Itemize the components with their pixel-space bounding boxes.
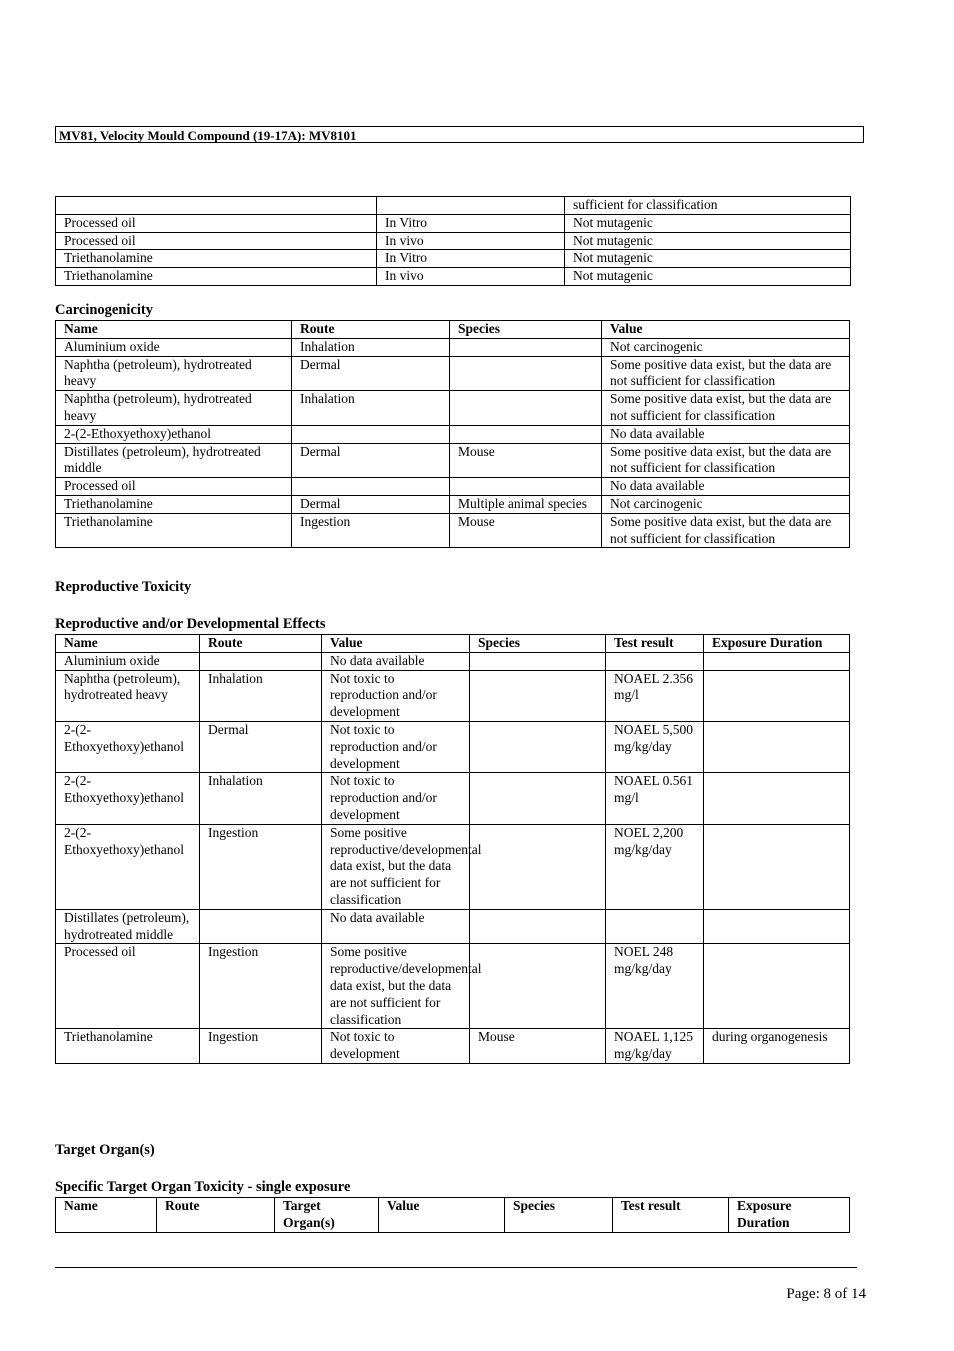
stot-single-column-header: Target Organ(s) [275, 1198, 379, 1233]
repro-dev-cell [704, 652, 850, 670]
carcinogenicity-cell [450, 478, 602, 496]
repro-dev-cell: Not toxic to development [322, 1029, 470, 1064]
stot-single-column-header: Value [379, 1198, 505, 1233]
genotox-cell: In vivo [377, 232, 565, 250]
repro-dev-column-header: Exposure Duration [704, 635, 850, 653]
repro-dev-cell: Distillates (petroleum), hydrotreated middle [56, 909, 200, 944]
repro-dev-row [56, 721, 850, 772]
page-number: Page: 8 of 14 [786, 1286, 866, 1302]
carcinogenicity-cell: Inhalation [292, 391, 450, 426]
carcinogenicity-cell: Naphtha (petroleum), hydrotreated heavy [56, 391, 292, 426]
genotox-cell: Not mutagenic [565, 214, 851, 232]
carcinogenicity-cell: Aluminium oxide [56, 338, 292, 356]
genotox-cell: Processed oil [56, 214, 377, 232]
repro-dev-cell [470, 824, 606, 909]
carcinogenicity-column-header: Route [292, 321, 450, 339]
carcinogenicity-cell [450, 425, 602, 443]
carcinogenicity-cell [292, 478, 450, 496]
genotox-cell: Triethanolamine [56, 268, 377, 286]
carcinogenicity-cell: Not carcinogenic [602, 338, 850, 356]
carcinogenicity-cell [450, 338, 602, 356]
document-header: MV81, Velocity Mould Compound (19-17A): MV8101 [55, 126, 864, 143]
repro-dev-cell: NOEL 248 mg/kg/day [606, 944, 704, 1029]
genotox-cell: Not mutagenic [565, 232, 851, 250]
repro-dev-cell: Not toxic to reproduction and/or development [322, 670, 470, 721]
repro-dev-cell: Not toxic to reproduction and/or development [322, 773, 470, 824]
repro-dev-cell: Dermal [200, 721, 322, 772]
repro-dev-column-header: Name [56, 635, 200, 653]
carcinogenicity-cell: No data available [602, 425, 850, 443]
repro-dev-row [56, 909, 850, 944]
carcinogenicity-cell: Dermal [292, 356, 450, 391]
stot-single-heading: Specific Target Organ Toxicity - single exposure [55, 1179, 351, 1195]
carcinogenicity-cell [292, 425, 450, 443]
genotox-cell: Not mutagenic [565, 268, 851, 286]
repro-dev-cell: Aluminium oxide [56, 652, 200, 670]
repro-dev-cell: Not toxic to reproduction and/or development [322, 721, 470, 772]
stot-single-column-header: Name [56, 1198, 157, 1233]
repro-dev-cell [704, 944, 850, 1029]
carcinogenicity-cell: Mouse [450, 513, 602, 548]
repro-dev-cell: 2-(2-Ethoxyethoxy)ethanol [56, 773, 200, 824]
repro-dev-cell [200, 909, 322, 944]
genotox-cell [56, 197, 377, 215]
genotox-row [56, 250, 851, 268]
repro-dev-column-header: Value [322, 635, 470, 653]
repro-dev-cell: No data available [322, 909, 470, 944]
repro-dev-cell: Some positive reproductive/developmental data exist, but the data are not sufficient for classification [322, 944, 470, 1029]
genotox-cell: Triethanolamine [56, 250, 377, 268]
repro-dev-cell [470, 773, 606, 824]
genotox-cell: Not mutagenic [565, 250, 851, 268]
genotox-cell: In Vitro [377, 214, 565, 232]
carcinogenicity-cell: Ingestion [292, 513, 450, 548]
repro-dev-cell [470, 652, 606, 670]
repro-dev-cell: No data available [322, 652, 470, 670]
carcinogenicity-cell: Processed oil [56, 478, 292, 496]
repro-dev-cell: NOAEL 0.561 mg/l [606, 773, 704, 824]
repro-dev-cell: Processed oil [56, 944, 200, 1029]
carcinogenicity-cell: Dermal [292, 443, 450, 478]
repro-dev-cell [704, 824, 850, 909]
repro-dev-cell [470, 909, 606, 944]
repro-dev-cell [470, 944, 606, 1029]
repro-dev-cell [704, 773, 850, 824]
carcinogenicity-cell: Multiple animal species [450, 495, 602, 513]
genotox-continued-table [55, 196, 851, 286]
genotox-row [56, 214, 851, 232]
repro-dev-row [56, 652, 850, 670]
carcinogenicity-cell [450, 356, 602, 391]
repro-dev-row [56, 824, 850, 909]
repro-dev-cell [470, 670, 606, 721]
repro-dev-cell: NOAEL 5,500 mg/kg/day [606, 721, 704, 772]
repro-dev-cell: NOAEL 2.356 mg/l [606, 670, 704, 721]
repro-dev-cell: Inhalation [200, 773, 322, 824]
genotox-row [56, 232, 851, 250]
repro-dev-cell: Inhalation [200, 670, 322, 721]
genotox-cell: Processed oil [56, 232, 377, 250]
stot-single-table [55, 1197, 850, 1233]
repro-dev-cell: Ingestion [200, 944, 322, 1029]
stot-single-column-header: Test result [613, 1198, 729, 1233]
carcinogenicity-heading: Carcinogenicity [55, 302, 153, 318]
carcinogenicity-table [55, 320, 850, 548]
carcinogenicity-cell: Some positive data exist, but the data are not sufficient for classification [602, 391, 850, 426]
stot-single-column-header: Exposure Duration [729, 1198, 850, 1233]
carcinogenicity-cell: Dermal [292, 495, 450, 513]
repro-dev-cell [606, 909, 704, 944]
genotox-row [56, 268, 851, 286]
repro-dev-column-header: Test result [606, 635, 704, 653]
repro-dev-cell [470, 721, 606, 772]
carcinogenicity-cell: Some positive data exist, but the data are not sufficient for classification [602, 443, 850, 478]
repro-dev-cell: Ingestion [200, 1029, 322, 1064]
carcinogenicity-cell: Some positive data exist, but the data are not sufficient for classification [602, 356, 850, 391]
repro-dev-cell [704, 909, 850, 944]
genotox-cell: In vivo [377, 268, 565, 286]
carcinogenicity-row [56, 478, 850, 496]
carcinogenicity-cell: Distillates (petroleum), hydrotreated middle [56, 443, 292, 478]
genotox-cell: sufficient for classification [565, 197, 851, 215]
repro-dev-cell: Some positive reproductive/developmental data exist, but the data are not sufficient for classification [322, 824, 470, 909]
target-organs-heading: Target Organ(s) [55, 1142, 155, 1158]
repro-dev-cell [200, 652, 322, 670]
repro-dev-cell [606, 652, 704, 670]
repro-dev-cell: NOAEL 1,125 mg/kg/day [606, 1029, 704, 1064]
repro-dev-effects-heading: Reproductive and/or Developmental Effects [55, 616, 326, 632]
repro-dev-cell [704, 721, 850, 772]
stot-single-column-header: Species [505, 1198, 613, 1233]
stot-single-column-header: Route [157, 1198, 275, 1233]
carcinogenicity-row [56, 356, 850, 391]
carcinogenicity-row [56, 513, 850, 548]
repro-dev-effects-table [55, 634, 850, 1064]
carcinogenicity-row [56, 338, 850, 356]
repro-dev-cell: Mouse [470, 1029, 606, 1064]
carcinogenicity-row [56, 425, 850, 443]
genotox-cell: In Vitro [377, 250, 565, 268]
carcinogenicity-row [56, 443, 850, 478]
carcinogenicity-cell: Inhalation [292, 338, 450, 356]
genotox-cell [377, 197, 565, 215]
carcinogenicity-column-header: Name [56, 321, 292, 339]
repro-dev-column-header: Species [470, 635, 606, 653]
carcinogenicity-cell: 2-(2-Ethoxyethoxy)ethanol [56, 425, 292, 443]
carcinogenicity-column-header: Value [602, 321, 850, 339]
carcinogenicity-cell: Not carcinogenic [602, 495, 850, 513]
repro-dev-cell: during organogenesis [704, 1029, 850, 1064]
carcinogenicity-cell: Triethanolamine [56, 495, 292, 513]
footer-rule [55, 1267, 857, 1268]
repro-dev-column-header: Route [200, 635, 322, 653]
genotox-row [56, 197, 851, 215]
repro-dev-row [56, 944, 850, 1029]
carcinogenicity-cell: Some positive data exist, but the data are not sufficient for classification [602, 513, 850, 548]
carcinogenicity-cell: No data available [602, 478, 850, 496]
carcinogenicity-cell: Naphtha (petroleum), hydrotreated heavy [56, 356, 292, 391]
repro-dev-cell: Triethanolamine [56, 1029, 200, 1064]
repro-dev-cell: 2-(2-Ethoxyethoxy)ethanol [56, 721, 200, 772]
repro-dev-row [56, 1029, 850, 1064]
carcinogenicity-cell: Triethanolamine [56, 513, 292, 548]
repro-dev-cell [704, 670, 850, 721]
repro-dev-cell: NOEL 2,200 mg/kg/day [606, 824, 704, 909]
carcinogenicity-row [56, 495, 850, 513]
carcinogenicity-column-header: Species [450, 321, 602, 339]
carcinogenicity-row [56, 391, 850, 426]
repro-dev-row [56, 670, 850, 721]
reproductive-toxicity-heading: Reproductive Toxicity [55, 579, 192, 595]
repro-dev-row [56, 773, 850, 824]
repro-dev-cell: Ingestion [200, 824, 322, 909]
repro-dev-cell: 2-(2-Ethoxyethoxy)ethanol [56, 824, 200, 909]
repro-dev-cell: Naphtha (petroleum), hydrotreated heavy [56, 670, 200, 721]
carcinogenicity-cell [450, 391, 602, 426]
carcinogenicity-cell: Mouse [450, 443, 602, 478]
